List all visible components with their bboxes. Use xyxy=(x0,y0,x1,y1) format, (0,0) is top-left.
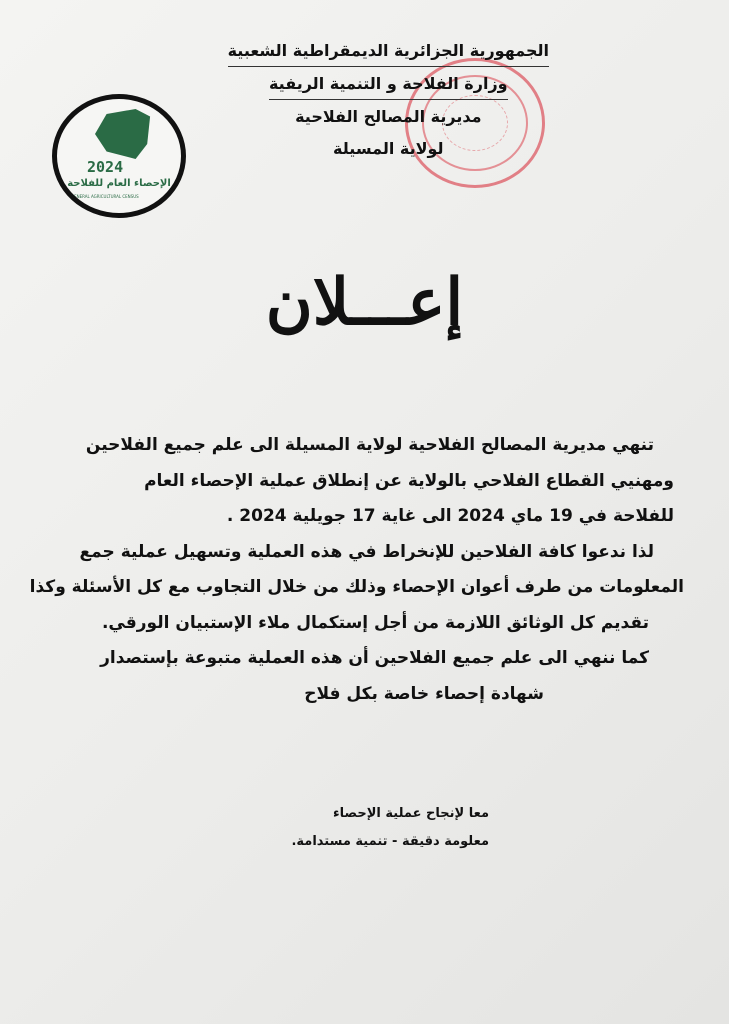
body-line: للفلاحة في 19 ماي 2024 الى غاية 17 جويلية 2024 . xyxy=(226,506,674,526)
body-line: كما ننهي الى علم جميع الفلاحين أن هذه العملية متبوعة بإستصدار xyxy=(100,648,649,668)
logo-arabic-text: الإحصاء العام للفلاحة xyxy=(67,178,171,189)
body-line: شهادة إحصاء خاصة بكل فلاح xyxy=(304,683,544,704)
document-footer xyxy=(291,800,489,856)
footer-motto: معلومة دقيقة - تنمية مستدامة. xyxy=(291,834,489,849)
body-line: تقديم كل الوثائق اللازمة من أجل إستكمال ملاء الإستبيان الورقي. xyxy=(101,612,649,633)
body-line: تنهي مديرية المصالح الفلاحية لولاية المسيلة الى علم جميع الفلاحين xyxy=(85,435,654,455)
body-line: لذا ندعوا كافة الفلاحين للإنخراط في هذه العملية وتسهيل عملية جمع xyxy=(79,541,654,562)
header-province: لولاية المسيلة xyxy=(333,139,444,158)
logo-year: 2024 xyxy=(87,158,124,176)
logo-english-text: GENERAL AGRICULTURAL CENSUS xyxy=(71,194,139,199)
header-directorate: مديرية المصالح الفلاحية xyxy=(295,107,482,126)
census-logo xyxy=(52,94,186,218)
body-line: ومهنيي القطاع الفلاحي بالولاية عن إنطلاق عملية الإحصاء العام xyxy=(144,470,674,491)
document-header xyxy=(228,36,549,166)
announcement-body xyxy=(29,428,684,712)
footer-slogan: معا لإنجاح عملية الإحصاء xyxy=(333,806,489,821)
algeria-map-icon xyxy=(95,109,153,159)
header-ministry: وزارة الفلاحة و التنمية الريفية xyxy=(269,69,508,100)
header-republic: الجمهورية الجزائرية الديمقراطية الشعبية xyxy=(228,36,549,67)
body-line: المعلومات من طرف أعوان الإحصاء وذلك من خلال التجاوب مع كل الأسئلة وكذا xyxy=(29,577,684,597)
announcement-title: إعـــلان xyxy=(265,265,464,340)
